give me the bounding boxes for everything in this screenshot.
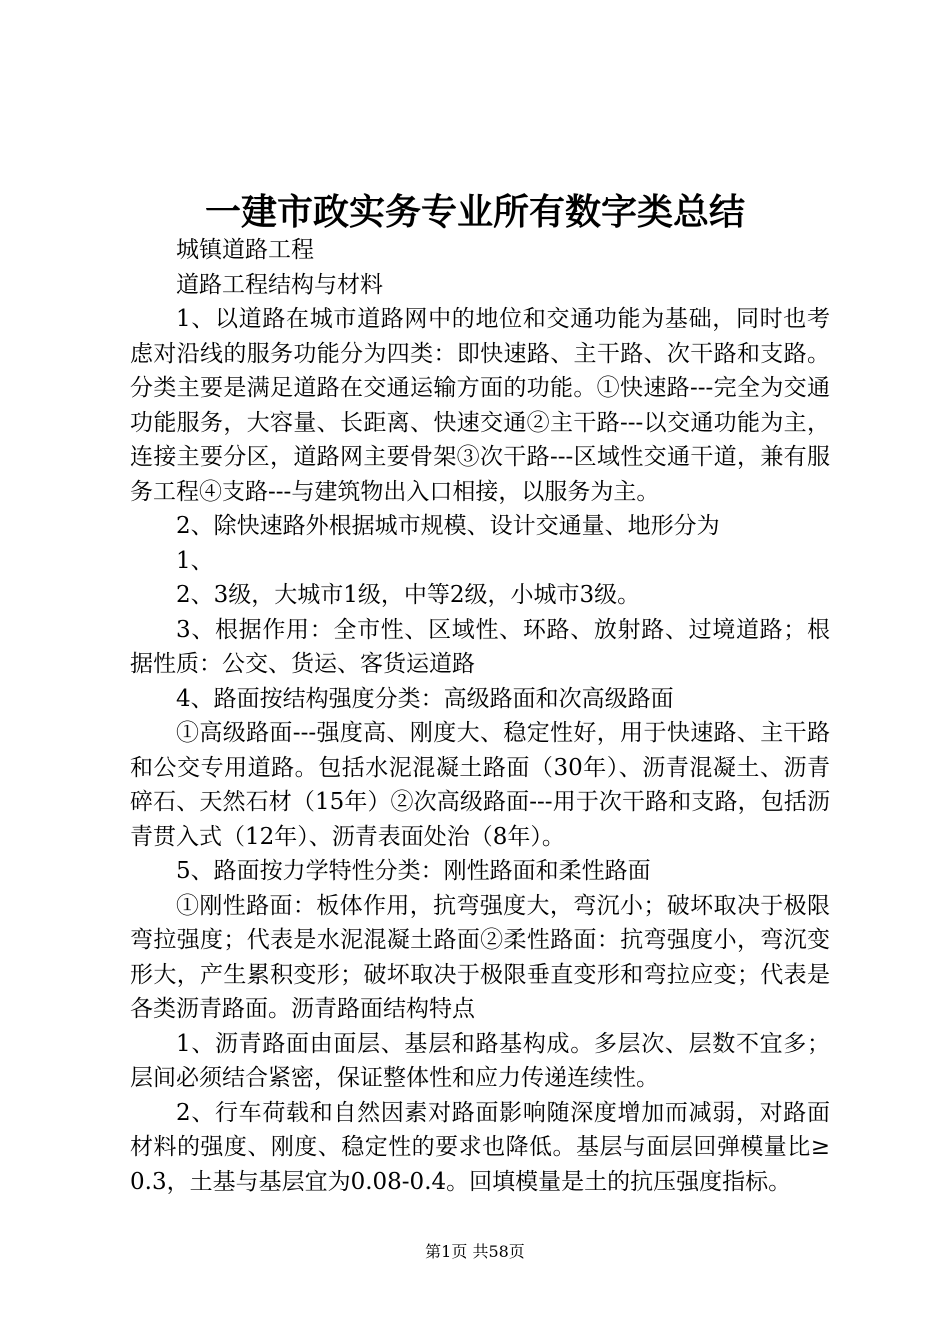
paragraph: 1、沥青路面由面层、基层和路基构成。多层次、层数不宜多；层间必须结合紧密，保证整体性和应力传递连续性。: [130, 1030, 830, 1091]
paragraph: 2、3级，大城市1级，中等2级，小城市3级。: [176, 582, 641, 608]
document-body: [130, 233, 830, 1199]
paragraph: 1、以道路在城市道路网中的地位和交通功能为基础，同时也考虑对沿线的服务功能分为四类：即快速路、主干路、次干路和支路。分类主要是满足道路在交通运输方面的功能。①快速路---完全为交通功能服务，大容量、长距离、快速交通②主干路---以交通功能为主，连接主要分区，道路网主要骨架③次干路---区域性交通干道，兼有服务工程④支路---与建筑物出入口相接，以服务为主。: [130, 306, 830, 505]
document-title: 一建市政实务专业所有数字类总结: [204, 191, 745, 233]
paragraph: ①刚性路面：板体作用，抗弯强度大，弯沉小；破坏取决于极限弯拉强度；代表是水泥混凝土路面②柔性路面：抗弯强度小，弯沉变形大，产生累积变形；破坏取决于极限垂直变形和弯拉应变；代表是各类沥青路面。沥青路面结构特点: [130, 892, 830, 1022]
page-number-footer: 第1页 共58页: [425, 1242, 525, 1261]
subsection-heading: 道路工程结构与材料: [176, 271, 383, 298]
paragraph: 2、行车荷载和自然因素对路面影响随深度增加而减弱，对路面材料的强度、刚度、稳定性的要求也降低。基层与面层回弹模量比≥0.3，土基与基层宜为0.08-0.4。回填模量是土的抗压强度指标。: [130, 1099, 830, 1195]
paragraph: 2、除快速路外根据城市规模、设计交通量、地形分为: [176, 513, 720, 539]
paragraph: ①高级路面---强度高、刚度大、稳定性好，用于快速路、主干路和公交专用道路。包括水泥混凝土路面（30年）、沥青混凝土、沥青碎石、天然石材（15年）②次高级路面---用于次干路和支路，包括沥青贯入式（12年）、沥青表面处治（8年）。: [130, 720, 830, 850]
paragraph: 3、根据作用：全市性、区域性、环路、放射路、过境道路；根据性质：公交、货运、客货运道路: [130, 616, 830, 677]
paragraph: 4、路面按结构强度分类：高级路面和次高级路面: [176, 685, 674, 712]
paragraph: 5、路面按力学特性分类：刚性路面和柔性路面: [176, 858, 651, 884]
paragraph: 1、: [176, 547, 214, 574]
section-heading: 城镇道路工程: [176, 237, 314, 263]
